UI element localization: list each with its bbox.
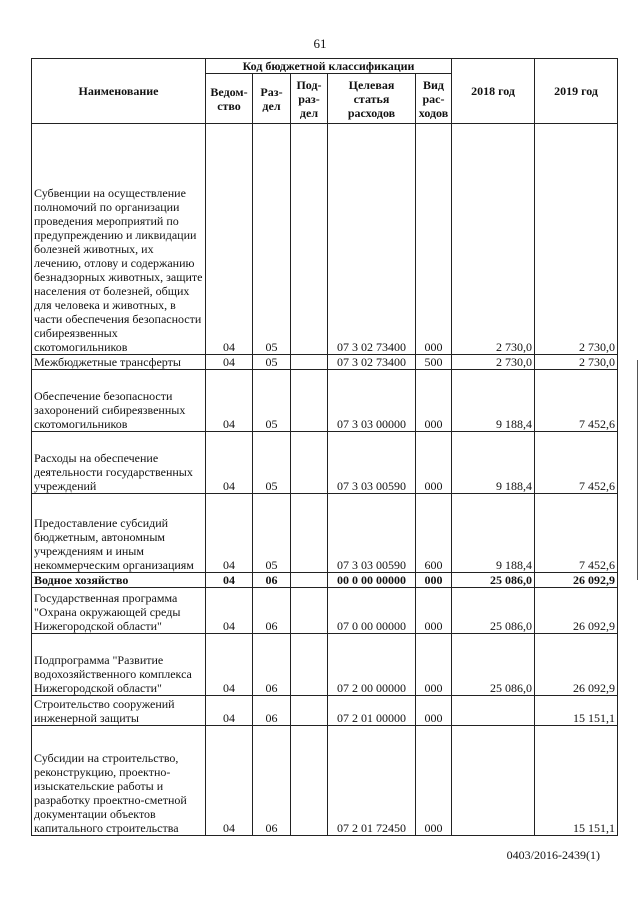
row-razdel: 06 — [253, 634, 291, 696]
scan-artifact-line — [637, 360, 638, 580]
row-target: 07 3 03 00590 — [328, 494, 416, 573]
row-podrazdel — [291, 355, 328, 370]
row-ved: 04 — [206, 634, 253, 696]
row-2018: 2 730,0 — [452, 124, 535, 355]
row-2018 — [452, 696, 535, 726]
row-target: 07 3 02 73400 — [328, 355, 416, 370]
row-podrazdel — [291, 588, 328, 634]
row-2018: 9 188,4 — [452, 370, 535, 432]
row-name: Строительство сооружений инженерной защиты — [32, 696, 206, 726]
row-target: 07 2 01 72450 — [328, 726, 416, 836]
row-ved: 04 — [206, 124, 253, 355]
row-vid: 000 — [416, 370, 452, 432]
header-vid: Вид рас-ходов — [416, 74, 452, 124]
row-target: 00 0 00 00000 — [328, 573, 416, 588]
row-2019: 7 452,6 — [535, 432, 618, 494]
row-target: 07 3 03 00000 — [328, 370, 416, 432]
budget-table — [31, 58, 618, 836]
row-vid: 600 — [416, 494, 452, 573]
row-name: Подпрограмма "Развитие водохозяйственного комплекса Нижегородской области" — [32, 634, 206, 696]
row-podrazdel — [291, 726, 328, 836]
row-razdel: 05 — [253, 432, 291, 494]
row-2018 — [452, 726, 535, 836]
row-podrazdel — [291, 432, 328, 494]
row-ved: 04 — [206, 588, 253, 634]
row-2019: 7 452,6 — [535, 370, 618, 432]
row-podrazdel — [291, 494, 328, 573]
row-ved: 04 — [206, 432, 253, 494]
row-podrazdel — [291, 573, 328, 588]
row-vid: 000 — [416, 573, 452, 588]
header-year-2018: 2018 год — [452, 59, 535, 124]
row-vid: 000 — [416, 588, 452, 634]
row-2019: 2 730,0 — [535, 124, 618, 355]
row-razdel: 05 — [253, 494, 291, 573]
row-vid: 000 — [416, 432, 452, 494]
row-2018: 25 086,0 — [452, 588, 535, 634]
row-2018: 25 086,0 — [452, 573, 535, 588]
row-2019: 26 092,9 — [535, 573, 618, 588]
header-podrazdel: Под-раз-дел — [291, 74, 328, 124]
row-podrazdel — [291, 696, 328, 726]
row-ved: 04 — [206, 696, 253, 726]
row-razdel: 06 — [253, 588, 291, 634]
row-2019: 26 092,9 — [535, 588, 618, 634]
header-ved: Ведом-ство — [206, 74, 253, 124]
row-target: 07 0 00 00000 — [328, 588, 416, 634]
row-2018: 25 086,0 — [452, 634, 535, 696]
row-vid: 000 — [416, 726, 452, 836]
row-name: Водное хозяйство — [32, 573, 206, 588]
row-ved: 04 — [206, 726, 253, 836]
row-target: 07 3 03 00590 — [328, 432, 416, 494]
row-2019: 26 092,9 — [535, 634, 618, 696]
header-razdel: Раз-дел — [253, 74, 291, 124]
row-razdel: 05 — [253, 370, 291, 432]
row-podrazdel — [291, 124, 328, 355]
table-body — [32, 124, 618, 836]
row-razdel: 06 — [253, 696, 291, 726]
row-2018: 9 188,4 — [452, 494, 535, 573]
row-podrazdel — [291, 634, 328, 696]
header-target: Целевая статья расходов — [328, 74, 416, 124]
row-2018: 9 188,4 — [452, 432, 535, 494]
row-name: Межбюджетные трансферты — [32, 355, 206, 370]
row-name: Расходы на обеспечение деятельности государственных учреждений — [32, 432, 206, 494]
row-ved: 04 — [206, 355, 253, 370]
row-2019: 15 151,1 — [535, 696, 618, 726]
row-podrazdel — [291, 370, 328, 432]
row-name: Обеспечение безопасности захоронений сибиреязвенных скотомогильников — [32, 370, 206, 432]
row-ved: 04 — [206, 573, 253, 588]
row-razdel: 05 — [253, 355, 291, 370]
header-year-2019: 2019 год — [535, 59, 618, 124]
row-target: 07 2 00 00000 — [328, 634, 416, 696]
row-name: Субсидии на строительство, реконструкцию, проектно-изыскательские работы и разработку проектно-сметной документации объектов капитального строительства — [32, 726, 206, 836]
header-group: Код бюджетной классификации — [206, 59, 452, 74]
row-razdel: 05 — [253, 124, 291, 355]
row-2019: 7 452,6 — [535, 494, 618, 573]
row-name: Предоставление субсидий бюджетным, автономным учреждениям и иным некоммерческим организациям — [32, 494, 206, 573]
row-razdel: 06 — [253, 726, 291, 836]
row-target: 07 3 02 73400 — [328, 124, 416, 355]
row-2018: 2 730,0 — [452, 355, 535, 370]
row-name: Субвенции на осуществление полномочий по организации проведения мероприятий по предупреждению и ликвидации болезней животных, их лечению, отлову и содержанию безнадзорных животных, защите населения от болезней, общих для человека и животных, в части обеспечения безопасности сибиреязвенных скотомогильников — [32, 124, 206, 355]
row-vid: 000 — [416, 696, 452, 726]
row-ved: 04 — [206, 370, 253, 432]
row-vid: 000 — [416, 634, 452, 696]
row-2019: 15 151,1 — [535, 726, 618, 836]
row-ved: 04 — [206, 494, 253, 573]
header-name: Наименование — [32, 59, 206, 124]
page-number: 61 — [313, 36, 327, 51]
row-target: 07 2 01 00000 — [328, 696, 416, 726]
document-number: 0403/2016-2439(1) — [506, 848, 600, 862]
row-razdel: 06 — [253, 573, 291, 588]
row-2019: 2 730,0 — [535, 355, 618, 370]
row-vid: 500 — [416, 355, 452, 370]
row-vid: 000 — [416, 124, 452, 355]
row-name: Государственная программа "Охрана окружающей среды Нижегородской области" — [32, 588, 206, 634]
